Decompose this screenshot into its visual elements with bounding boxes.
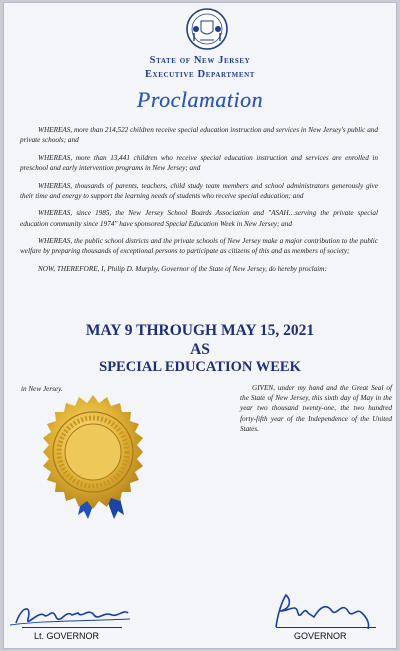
- governor-signature: [266, 593, 391, 631]
- given-statement: GIVEN, under my hand and the Great Seal of the State of New Jersey, this sixth day of May in the year two thousand twenty-one, the two hundred forty-fifth year of the Independence of the United States.: [240, 384, 392, 433]
- state-heading: State of New Jersey: [149, 55, 251, 66]
- lt-governor-label: Lt. GOVERNOR: [34, 631, 100, 641]
- state-seal-icon: [186, 7, 228, 51]
- proclaim-event: SPECIAL EDUCATION WEEK: [99, 359, 301, 375]
- paragraph-4: WHEREAS, since 1985, the New Jersey School Boards Association and "ASAH…serving the private special education community since 1974" have sponsored Special Education Week in New Jersey; and: [20, 209, 378, 228]
- proclamation-body: [20, 125, 378, 282]
- paragraph-5: WHEREAS, the public school districts and the private schools of New Jersey make a major contribution to the public welfare by preparing thousands of exceptional persons to participate as citizens of this and as members of society;: [20, 237, 378, 256]
- proclaim-dates: MAY 9 THROUGH MAY 15, 2021: [85, 322, 315, 339]
- proclamation-title: Proclamation: [136, 87, 264, 112]
- governor-label: GOVERNOR: [294, 631, 347, 641]
- gold-seal-icon: [34, 393, 152, 511]
- paragraph-6: NOW, THEREFORE, I, Philip D. Murphy, Governor of the State of New Jersey, do hereby proclaim:: [38, 264, 327, 273]
- paragraph-2: WHEREAS, more than 13,441 children who receive special education instruction and services are enrolled in preschool and early intervention programs in New Jersey; and: [20, 153, 378, 172]
- proclamation-page: [3, 2, 397, 649]
- proclaim-as: AS: [190, 341, 210, 358]
- department-heading: Executive Department: [144, 69, 256, 80]
- paragraph-3: WHEREAS, thousands of parents, teachers, child study team members and school administrators generously give their time and energy to support the learning needs of students who receive special education; and: [20, 181, 378, 200]
- signature-line-left: [22, 627, 122, 628]
- signature-line-right: [276, 627, 376, 628]
- in-new-jersey: in New Jersey.: [21, 385, 63, 393]
- paragraph-1: WHEREAS, more than 214,522 children receive special education instruction and services in New Jersey's public and private schools; and: [20, 126, 378, 145]
